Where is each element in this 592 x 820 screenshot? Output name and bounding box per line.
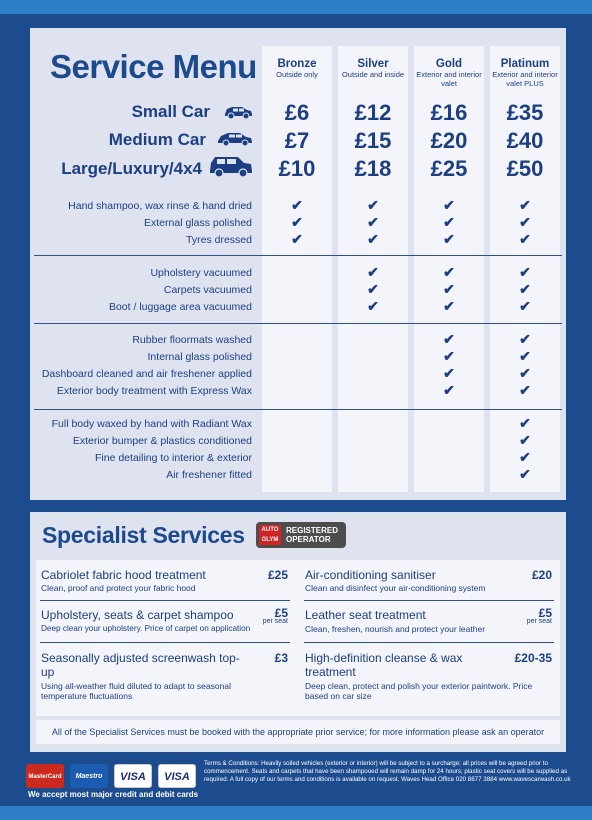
tier-sub-platinum: Exterior and interior valet PLUS [492,70,558,88]
feature-item: Exterior bumper & plastics conditioned [72,435,252,447]
tick-icon: ✔ [443,298,455,314]
visa-debit-logo: VISA [158,764,196,788]
service-divider [40,600,290,601]
feature-item: Upholstery vacuumed [150,267,252,279]
service-name-cabriolet: Cabriolet fabric hood treatment [41,568,206,582]
service-divider [40,642,290,643]
price-medium-platinum: £40 [506,128,544,153]
feature-item: Exterior body treatment with Express Wax [56,385,252,397]
section-divider [34,323,562,324]
price-large-gold: £25 [430,156,468,181]
tick-icon: ✔ [519,415,531,431]
service-desc-screenwash: Using all-weather fluid diluted to adapt to seasonal temperature fluctuations [41,681,231,701]
price-medium-silver: £15 [354,128,392,153]
tick-icon: ✔ [519,365,531,381]
service-name-aircon: Air-conditioning sanitiser [305,568,436,582]
tick-icon: ✔ [443,348,455,364]
service-price-aircon: £20 [531,568,552,582]
service-desc-upholstery: Deep clean your upholstery. Price of carpet on application [41,624,251,633]
feature-item: External glass polished [144,217,252,229]
page-title: Service Menu [50,48,257,85]
service-desc-hd-cleanse: Deep clean, protect and polish your exterior paintwork. Price based on car size [305,681,533,701]
service-name-hd-cleanse: High-definition cleanse & wax treatment [305,651,463,679]
section-divider [34,255,562,256]
feature-item: Carpets vacuumed [163,284,252,296]
tier-sub-silver: Outside and inside [341,70,405,79]
size-label-small: Small Car [131,102,210,121]
large-car-icon [208,154,254,178]
tier-name-gold: Gold [435,58,463,70]
service-per-leather: per seat [526,618,552,625]
tick-icon: ✔ [443,365,455,381]
service-desc-aircon: Clean and disinfect your air-conditioning system [305,583,486,593]
service-desc-leather: Clean, freshen, nourish and protect your leather [305,624,486,634]
tick-icon: ✔ [519,382,531,398]
tick-icon: ✔ [443,264,455,280]
feature-item: Full body waxed by hand with Radiant Wax [51,418,252,430]
service-desc-cabriolet: Clean, proof and protect your fabric hood [41,583,196,593]
feature-item: Fine detailing to interior & exterior [95,452,252,464]
size-label-large: Large/Luxury/4x4 [61,159,202,178]
tick-icon: ✔ [367,197,379,213]
tick-icon: ✔ [519,214,531,230]
price-small-bronze: £6 [284,100,310,125]
tick-icon: ✔ [443,231,455,247]
tick-icon: ✔ [519,449,531,465]
mastercard-logo: MasterCard [26,764,64,788]
price-large-silver: £18 [354,156,392,181]
tick-icon: ✔ [443,331,455,347]
tick-icon: ✔ [519,197,531,213]
specialist-services-list [36,560,560,716]
feature-item: Internal glass polished [147,351,252,363]
tick-icon: ✔ [519,231,531,247]
service-price-leather: £5 [538,606,552,620]
maestro-logo: Maestro [70,764,108,788]
service-name-upholstery: Upholstery, seats & carpet shampoo [41,608,234,622]
tick-icon: ✔ [519,432,531,448]
tier-name-bronze: Bronze [277,58,317,70]
price-large-platinum: £50 [506,156,544,181]
feature-item: Tyres dressed [186,234,252,246]
tier-sub-gold: Exterior and interior valet [416,70,482,88]
price-large-bronze: £10 [278,156,316,181]
registered-operator-badge [256,522,346,548]
tier-name-platinum: Platinum [500,58,550,70]
tick-icon: ✔ [291,197,303,213]
feature-item: Boot / luggage area vacuumed [108,301,252,313]
service-divider [304,600,554,601]
price-medium-bronze: £7 [284,128,310,153]
feature-item: Dashboard cleaned and air freshener applied [41,368,252,380]
tick-icon: ✔ [519,281,531,297]
tier-name-silver: Silver [357,58,389,70]
tick-icon: ✔ [443,382,455,398]
medium-car-icon [216,129,254,147]
service-menu-panel [30,28,566,500]
feature-item: Air freshener fitted [166,469,252,481]
tick-icon: ✔ [519,466,531,482]
tick-icon: ✔ [367,214,379,230]
visa-logo: VISA [114,764,152,788]
autoglym-logo-icon: AUTO GLYM [259,525,281,545]
feature-item: Rubber floormats washed [132,334,252,346]
badge-text-registered: REGISTERED [286,526,339,535]
service-name-screenwash: Seasonally adjusted screenwash top-up [41,651,240,679]
tier-sub-bronze: Outside only [276,70,318,79]
terms-and-conditions: Terms & Conditions: Heavily soiled vehicles (exterior or interior) will be subject to a surcharge; all prices will be agreed prior to commencement. Seats and carpets that have been shampooed will remain damp for 24 hours; plastic seat covers will be supplied as required. A full copy of our terms and conditions is available on request. Waves Head Office 020 8877 3884 www.wavescarwash.co.uk [204,760,571,783]
tick-icon: ✔ [367,264,379,280]
tick-icon: ✔ [519,348,531,364]
top-band [0,0,592,14]
badge-text-operator: OPERATOR [286,535,331,544]
service-price-upholstery: £5 [274,606,288,620]
tick-icon: ✔ [443,281,455,297]
service-price-cabriolet: £25 [267,568,288,582]
service-divider [304,642,554,643]
specialist-services-panel [30,512,566,752]
section-divider [34,409,562,410]
small-car-icon [222,102,254,120]
feature-item: Hand shampoo, wax rinse & hand dried [68,200,252,212]
tick-icon: ✔ [367,231,379,247]
specialist-title: Specialist Services [42,522,245,548]
service-price-screenwash: £3 [274,651,288,665]
specialist-note: All of the Specialist Services must be booked with the appropriate prior service; for more information please ask an operator [36,720,560,744]
price-medium-gold: £20 [430,128,468,153]
service-price-hd-cleanse: £20-35 [514,651,552,665]
tick-icon: ✔ [519,298,531,314]
tick-icon: ✔ [367,298,379,314]
service-per-upholstery: per seat [262,618,288,625]
price-small-platinum: £35 [506,100,544,125]
price-small-gold: £16 [430,100,468,125]
bottom-band [0,806,592,820]
tick-icon: ✔ [519,331,531,347]
price-small-silver: £12 [354,100,392,125]
tick-icon: ✔ [291,231,303,247]
service-name-leather: Leather seat treatment [305,608,426,622]
tick-icon: ✔ [443,214,455,230]
tick-icon: ✔ [519,264,531,280]
size-label-medium: Medium Car [108,130,206,149]
tick-icon: ✔ [443,197,455,213]
cards-caption: We accept most major credit and debit cards [28,790,199,799]
tick-icon: ✔ [291,214,303,230]
tick-icon: ✔ [367,281,379,297]
